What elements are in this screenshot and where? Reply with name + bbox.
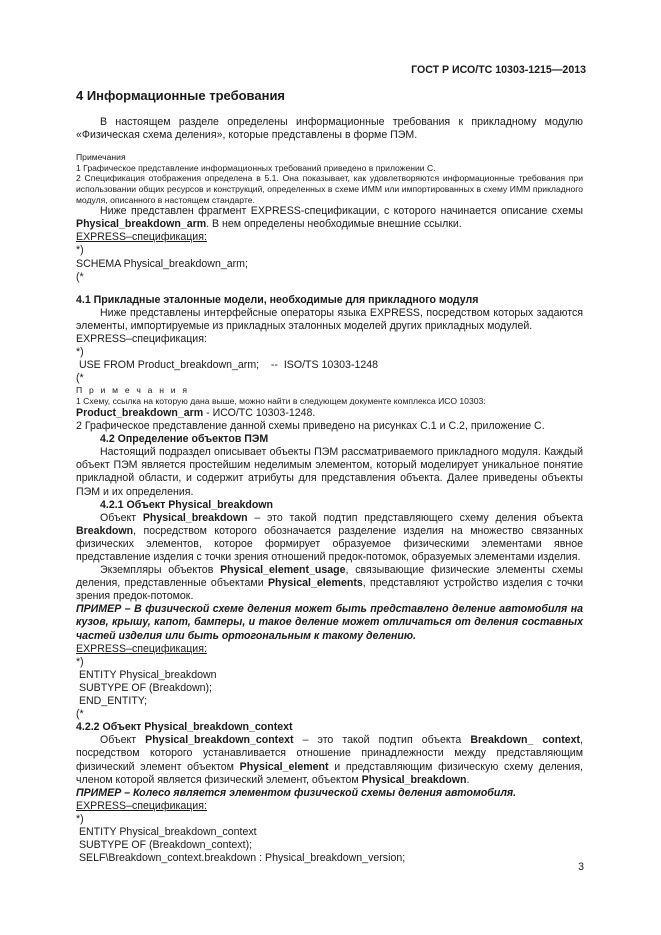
notes-title: Примечания [76, 152, 126, 163]
code-line: *) [76, 244, 84, 257]
section-4-2-1-title: 4.2.1 Объект Physical_breakdown [100, 498, 274, 511]
code-line: (* [76, 270, 84, 283]
code-line: USE FROM Product_breakdown_arm; -- ISO/TS 10303-1248 [76, 359, 379, 372]
note-2: 2 Графическое представление данной схемы приведено на рисунках С.1 и С.2, приложение С. [76, 420, 545, 433]
section-4-1-paragraph: Ниже представлены интерфейсные операторы языка EXPRESS, посредством которых задаются элементы, импортируемые из прикладных эталонных моделей других прикладных модулей. [76, 306, 583, 332]
note-1-reference: Product_breakdown_arm - ИСО/ТС 10303-1248. [76, 406, 316, 419]
code-line: SUBTYPE OF (Breakdown_context); [76, 839, 253, 852]
section-4-2-paragraph: Настоящий подраздел описывает объекты ПЭМ рассматриваемого прикладного модуля. Каждый объект ПЭМ является простейшим неделимым элементом, который моделирует уникальное понятие прикладной области, и содержит атрибуты для представления объекта. Далее приведены объекты ПЭМ и их определения. [76, 446, 583, 498]
page-number: 3 [578, 861, 584, 873]
notes-title: П р и м е ч а н и я [76, 385, 190, 396]
code-line: SUBTYPE OF (Breakdown); [76, 681, 212, 694]
document-header: ГОСТ Р ИСО/ТС 10303-1215—2013 [411, 64, 586, 76]
physical-breakdown-context-definition: Объект Physical_breakdown_context – это такой подтип объекта Breakdown_ context, посредством которого устанавливается отношение принадлежности между представляющим физический элемент объектом Physical_element и представляющим физическую схему деления, членом которой является физический элемент, объектом Physical_breakdown. [76, 734, 583, 786]
code-line: END_ENTITY; [76, 695, 148, 708]
section-4-intro: В настоящем разделе определены информационные требования к прикладному модулю «Физическая схема деления», которые представлены в форме ПЭМ. [76, 116, 583, 142]
example-1: ПРИМЕР – В физической схеме деления может быть представлено деление автомобиля на кузов, крышу, капот, бамперы, и такое деление может отличаться от деления составных частей изделия или быть ортогональным к такому делению. [76, 603, 583, 642]
code-line: *) [76, 812, 84, 825]
express-spec-label: EXPRESS–спецификация: [76, 642, 207, 655]
physical-element-usage-paragraph: Экземпляры объектов Physical_element_usage, связывающие физические элементы схемы деления, представленные объектами Physical_elements, представляют устройство изделия с точки зрения предок-потомок. [76, 564, 583, 603]
code-line: (* [76, 372, 84, 385]
section-4-2-2-title: 4.2.2 Объект Physical_breakdown_context [76, 721, 293, 734]
code-line: *) [76, 346, 84, 359]
express-spec-label: EXPRESS–спецификация: [76, 333, 207, 345]
note-1: 1 Графическое представление информационных требований приведено в приложении С. [76, 162, 436, 173]
express-spec-label: EXPRESS–спецификация: [76, 799, 207, 812]
note-1: 1 Схему, ссылка на которую дана выше, можно найти в следующем документе комплекса ИСО 10303: [76, 396, 486, 407]
section-4-2-title: 4.2 Определение объектов ПЭМ [100, 433, 269, 446]
example-2: ПРИМЕР – Колесо является элементом физической схемы деления автомобиля. [76, 786, 517, 799]
schema-name: Physical_breakdown_arm [76, 218, 207, 231]
code-line: ENTITY Physical_breakdown [76, 668, 217, 681]
schema-intro-paragraph: Ниже представлен фрагмент EXPRESS-спецификации, с которого начинается описание схемы Physical_breakdown_arm. В нем определены необходимые внешние ссылки. [76, 205, 583, 231]
code-line: ENTITY Physical_breakdown_context [76, 825, 257, 838]
section-4-title: 4 Информационные требования [76, 88, 286, 103]
code-line: *) [76, 655, 84, 668]
code-line: (* [76, 708, 84, 721]
page-content [76, 88, 583, 865]
note-2: 2 Спецификация отображения определена в 5.1. Она показывает, как удовлетворяются информационные требования при использовании общих ресурсов и конструкций, определенных в схеме ИММ или импортированных в схему ИММ прикладного модуля, описанного в настоящем стандарте. [76, 173, 583, 205]
code-line: SCHEMA Physical_breakdown_arm; [76, 257, 248, 270]
section-4-1-title: 4.1 Прикладные эталонные модели, необходимые для прикладного модуля [76, 293, 479, 306]
physical-breakdown-definition: Объект Physical_breakdown – это такой подтип представляющего схему деления объекта Breakdown, посредством которого обозначается разделение изделия на множество связанных физических элементов, которое формирует образуемое физическими элементами явное представление изделия с точки зрения отношений предок-потомок, образуемых элементами изделия. [76, 511, 583, 563]
express-spec-label: EXPRESS–спецификация: [76, 231, 207, 244]
code-line: SELF\Breakdown_context.breakdown : Physical_breakdown_version; [76, 852, 406, 865]
